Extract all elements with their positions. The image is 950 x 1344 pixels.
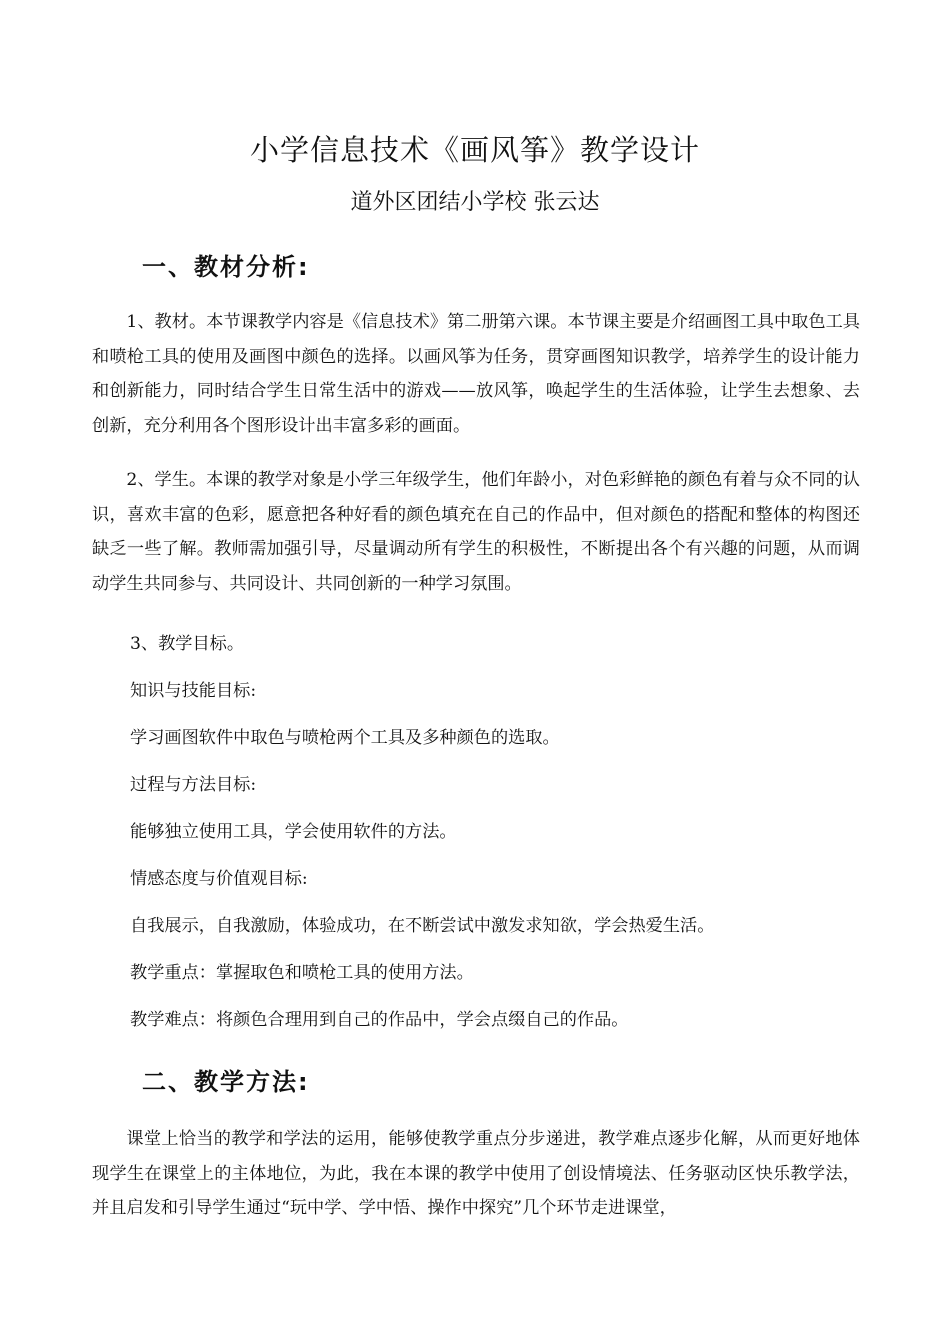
paragraph-methods: 课堂上恰当的教学和学法的运用，能够使教学重点分步递进，教学难点逐步化解，从而更好地体现学生在课堂上的主体地位，为此，我在本课的教学中使用了创设情境法、任务驱动区快乐教学法，并且启发和引导学生通过“玩中学、学中悟、操作中探究”几个环节走进课堂， (92, 1129, 860, 1218)
process-goal-text: 能够独立使用工具，学会使用软件的方法。 (130, 822, 457, 842)
author-line: 道外区团结小学校 张云达 (350, 190, 600, 215)
difficulty-point: 教学难点：将颜色合理用到自己的作品中，学会点缀自己的作品。 (130, 1010, 629, 1030)
paragraph-students: 2、学生。本课的教学对象是小学三年级学生，他们年龄小，对色彩鲜艳的颜色有着与众不同的认识，喜欢丰富的色彩，愿意把各种好看的颜色填充在自己的作品中，但对颜色的搭配和整体的构图还缺乏一些了解。教师需加强引导，尽量调动所有学生的积极性，不断提出各个有兴趣的问题，从而调动学生共同参与、共同设计、共同创新的一种学习氛围。 (92, 470, 860, 594)
knowledge-goal-text: 学习画图软件中取色与喷枪两个工具及多种颜色的选取。 (130, 728, 560, 748)
paragraph-textbook: 1、教材。本节课教学内容是《信息技术》第二册第六课。本节课主要是介绍画图工具中取色工具和喷枪工具的使用及画图中颜色的选择。以画风筝为任务，贯穿画图知识教学，培养学生的设计能力和创新能力，同时结合学生日常生活中的游戏——放风筝，唤起学生的生活体验，让学生去想象、去创新，充分利用各个图形设计出丰富多彩的画面。 (92, 312, 860, 436)
key-point: 教学重点：掌握取色和喷枪工具的使用方法。 (130, 963, 474, 983)
section-heading-2: 二、教学方法: (142, 1068, 310, 1096)
knowledge-goal-label: 知识与技能目标: (130, 681, 257, 701)
emotion-goal-label: 情感态度与价值观目标: (130, 869, 308, 889)
teaching-goals-heading: 3、教学目标。 (130, 634, 245, 654)
section-heading-1: 一、教材分析: (142, 253, 310, 281)
emotion-goal-text: 自我展示，自我激励，体验成功，在不断尝试中激发求知欲，学会热爱生活。 (130, 916, 715, 936)
document-title: 小学信息技术《画风筝》教学设计 (249, 133, 700, 167)
process-goal-label: 过程与方法目标: (130, 775, 257, 795)
